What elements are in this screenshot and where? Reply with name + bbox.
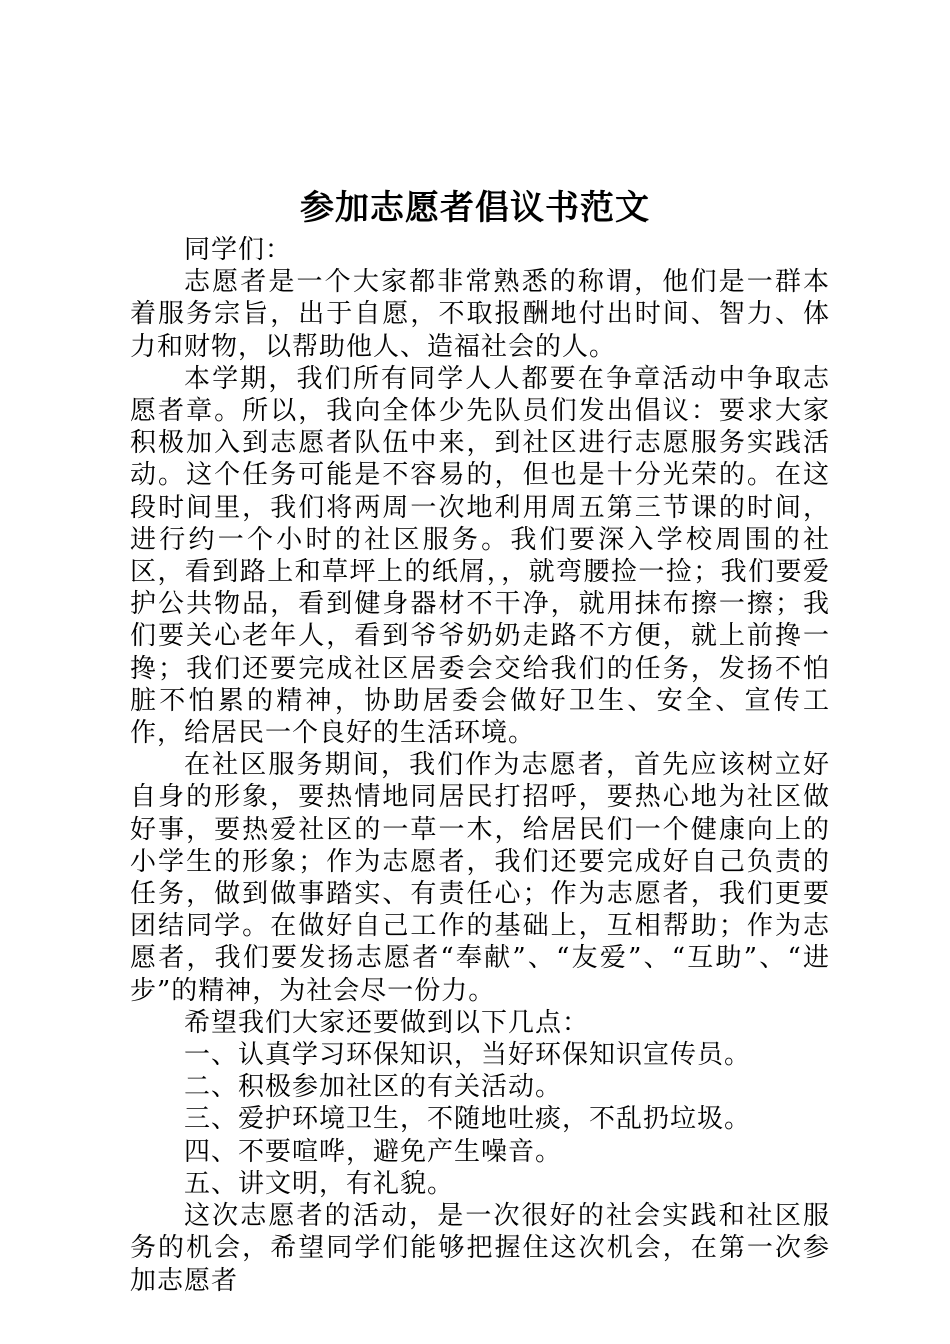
salutation-paragraph: 同学们： [184,235,293,265]
requirement-item-1: 一、认真学习环保知识，当好环保知识宣传员。 [184,1040,752,1071]
closing-paragraph: 这次志愿者的活动，是一次很好的社会实践和社区服务的机会，希望同学们能够把握住这次机会，在第一次参加志愿者 [130,1201,830,1296]
requirements-intro-paragraph: 希望我们大家还要做到以下几点： [184,1007,590,1038]
document-body [130,234,830,1297]
requirement-item-4: 四、不要喧哗，避免产生噪音。 [184,1136,563,1167]
requirement-item-5: 五、讲文明，有礼貌。 [184,1168,455,1199]
requirement-item-3: 三、爱护环境卫生，不随地吐痰，不乱扔垃圾。 [184,1104,752,1135]
service-conduct-paragraph: 在社区服务期间，我们作为志愿者，首先应该树立好自身的形象，要热情地同居民打招呼，要热心地为社区做好事，要热爱社区的一草一木，给居民们一个健康向上的小学生的形象；作为志愿者，我们还要完成好自己负责的任务，做到做事踏实、有责任心；作为志愿者，我们更要团结同学。在做好自己工作的基础上，互相帮助；作为志愿者，我们要发扬志愿者“奉献”、“友爱”、“互助”、“进步”的精神，为社会尽一份力。 [130,750,830,1006]
requirement-item-2: 二、积极参加社区的有关活动。 [184,1072,563,1103]
intro-paragraph: 志愿者是一个大家都非常熟悉的称谓，他们是一群本着服务宗旨，出于自愿，不取报酬地付出时间、智力、体力和财物，以帮助他人、造福社会的人。 [130,267,830,362]
document-title: 参加志愿者倡议书范文 [300,188,650,228]
initiative-paragraph: 本学期，我们所有同学人人都要在争章活动中争取志愿者章。所以，我向全体少先队员们发出倡议：要求大家积极加入到志愿者队伍中来，到社区进行志愿服务实践活动。这个任务可能是不容易的，但也是十分光荣的。在这段时间里，我们将两周一次地利用周五第三节课的时间，进行约一个小时的社区服务。我们要深入学校周围的社区，看到路上和草坪上的纸屑，，就弯腰捡一捡；我们要爱护公共物品，看到健身器材不干净，就用抹布擦一擦；我们要关心老年人，看到爷爷奶奶走路不方便，就上前搀一搀；我们还要完成社区居委会交给我们的任务，发扬不怕脏不怕累的精神，协助居委会做好卫生、安全、宣传工作，给居民一个良好的生活环境。 [130,363,830,749]
